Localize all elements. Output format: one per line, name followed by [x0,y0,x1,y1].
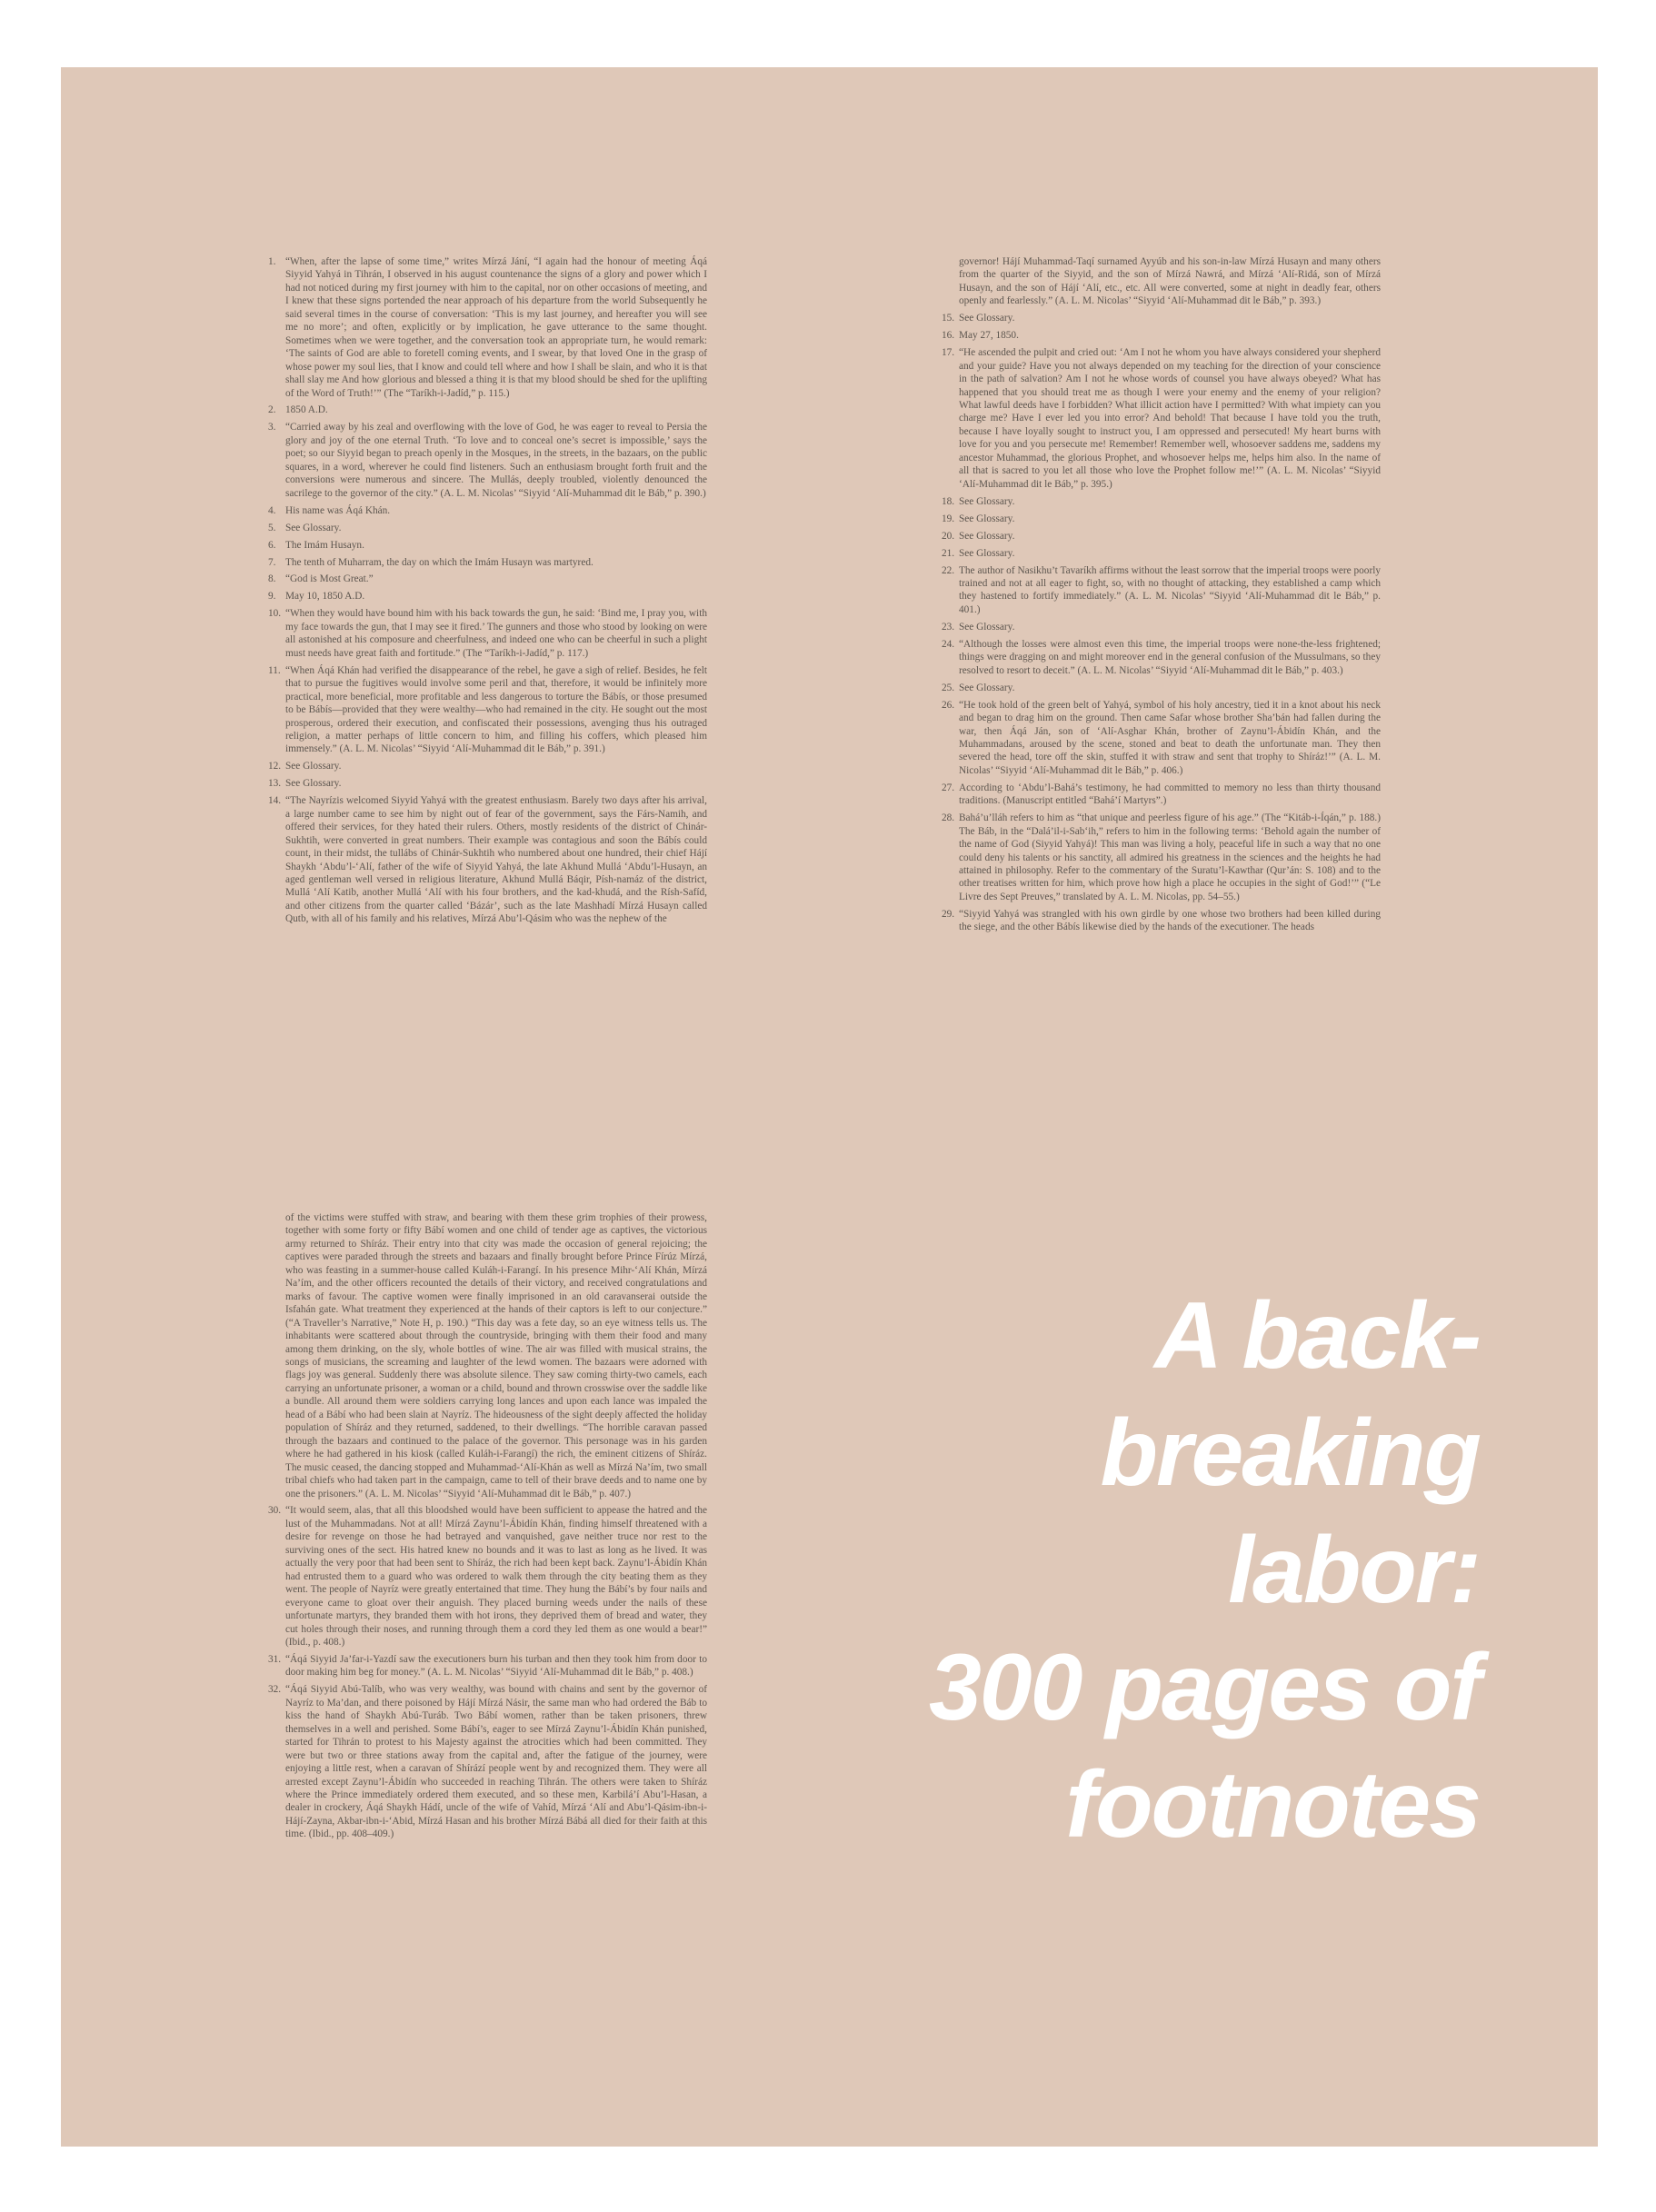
footnote-number: 27. [942,782,955,793]
footnote-item [268,760,707,772]
footnote-text: His name was Áqá Khán. [285,504,391,516]
footnote-number: 32. [268,1684,282,1696]
footnote-number: 11. [268,664,281,676]
footnote-item [942,638,1381,677]
footnote-text: “When, after the lapse of some time,” writes Mírzá Jání, “I again had the honour of meeting Áqá Siyyid Yahyá in Tihrán, I observed in his august countenance the signs of a glory and power which I had not noticed during my first journey with him to the capital, nor on other occasions of meeting, and I knew that these signs portended the near approach of his departure from the world Subsequently he said several times in the course of conversation: ‘This is my last journey, and hereafter you will see me no more’; and often, explicitly or by implication, he gave utterance to the same thought. Sometimes when we were together, and the conversation took an appropriate turn, he would remark: ‘The saints of God are able to foretell coming events, and I swear, by that loved One in the grasp of whose power my soul lies, that I know and could tell where and how I shall be slain, and who it is that shall slay me And how glorious and blessed a thing it is that my blood should be shed for the uplifting of the Word of Truth!’” (The “Taríkh-i-Jadíd,” p. 115.) [285,256,707,399]
footnote-item [268,573,707,585]
footnote-text: “Carried away by his zeal and overflowing with the love of God, he was eager to reveal to Persia the glory and joy of the one eternal Truth. ‘To love and to conceal one’s secret is impossible,’ says the poet; so our Siyyid began to preach openly in the Mosques, in the streets, in the bazaars, on the public squares, in a word, wherever he could find listeners. Such an enthusiasm brought forth fruit and the conversions were numerous and sincere. The Mullás, deeply troubled, violently denounced the sacrilege to the governor of the city.” (A. L. M. Nicolas’ “Siyyid ‘Alí-Muhammad dit le Báb,” p. 390.) [285,422,707,499]
footnote-item [942,699,1381,778]
footnote-text: “It would seem, alas, that all this bloodshed would have been sufficient to appease the hatred and the lust of the Muhammadans. Not at all! Mírzá Zaynu’l-Ábidín Khán, finding himself threatened with a desire for revenge on those he had betrayed and vanquished, gave neither truce nor rest to the surviving ones of the sect. His hatred knew no bounds and it was to last as long as he lived. It was actually the very poor that had been sent to Shíráz, the rich had been kept back. Zaynu’l-Ábidín Khán had entrusted them to a guard who was ordered to walk them through the city beating them as they went. The people of Nayríz were greatly entertained that time. They hung the Bábí’s by four nails and everyone came to gloat over their anguish. They placed burning weeds under the nails of these unfortunate martyrs, they branded them with hot irons, they deprived them of bread and water, they cut holes through their noses, and running through them a cord they led them as one would a bear!” (Ibid., p. 408.) [285,1505,707,1648]
footnote-number: 13. [268,778,282,790]
footnote-number: 10. [268,608,282,620]
footnote-number: 22. [942,564,955,576]
display-quote-line: 300 pages of [928,1635,1480,1740]
footnote-number: 17. [942,347,955,359]
footnote-text: See Glossary. [285,761,342,772]
footnote-number: 18. [942,495,955,507]
footnote-number: 21. [942,547,955,559]
footnote-number: 30. [268,1505,282,1517]
footnote-text: “When Áqá Khán had verified the disappearance of the rebel, he gave a sigh of relief. Besides, he felt that to pursue the fugitives would involve some peril and that, therefore, it would be infinitely more practical, more beneficial, more profitable and less dangerous to torture the Bábís, or those presumed to be Bábís—provided that they were wealthy—who had remained in the city. He sought out the most prosperous, ordered their execution, and confiscated their possessions, avenging thus his outraged religion, a matter perhaps of little concern to him, and filling his coffers, which pleased him immensely.” (A. L. M. Nicolas’ “Siyyid ‘Alí-Muhammad dit le Báb,” p. 391.) [285,664,707,755]
footnote-text: “Áqá Siyyid Ja’far-i-Yazdí saw the executioners burn his turban and then they took him from door to door making him beg for money.” (A. L. M. Nicolas’ “Siyyid ‘Alí-Muhammad dit le Báb,” p. 408.) [285,1653,707,1679]
footnote-text: “When they would have bound him with his back towards the gun, he said: ‘Bind me, I pray you, with my face towards the gun, that I may see it fired.’ The gunners and those who stood by looking on were all astonished at his composure and cheerfulness, and indeed one who can be cheerful in such a plight must needs have great faith and fortitude.” (The “Taríkh-i-Jadíd,” p. 117.) [285,608,707,659]
footnote-item [268,522,707,534]
footnote-text: “He took hold of the green belt of Yahyá, symbol of his holy ancestry, tied it in a knot about his neck and began to drag him on the ground. Then came Safar whose brother Sha’bán had fallen during the war, then Áqá Ján, son of ‘Alí-Asghar Khán, brother of Zaynu’l-Ábidín Khán, and the Muhammadans, aroused by the scene, stoned and beat to death the unfortunate man. They then severed the head, tore off the skin, stuffed it with straw and sent that trophy to Shíráz!’” (A. L. M. Nicolas’ “Siyyid ‘Alí-Muhammad dit le Báb,” p. 406.) [959,699,1381,776]
footnote-number: 28. [942,812,955,824]
footnote-number: 8. [268,573,276,585]
footnote-number: 3. [268,422,276,433]
footnote-number: 14. [268,795,282,807]
footnote-item [942,329,1381,342]
footnote-text: Bahá’u’lláh refers to him as “that unique and peerless figure of his age.” (The “Kitáb-i-Íqán,” p. 188.) The Báb, in the “Dalá’il-i-Sab‘ih,” refers to him in the following terms: ‘Behold again the number of the name of God (Siyyid Yahyá)! This man was living a holy, peaceful life in such a way that no one could deny his talents or his sanctity, all admired his greatness in the sciences and the heights he had attained in philosophy. Refer to the commentary of the Suratu’l-Kawthar (Qur’án: S. 108) and to the other treatises written for him, which prove how high a place he occupies in the sight of God!’” (“Le Livre des Sept Preuves,” translated by A. L. M. Nicolas, pp. 54–55.) [959,812,1381,902]
footnote-number: 20. [942,530,955,542]
footnote-item [942,621,1381,633]
footnotes-column-top-right [942,255,1381,938]
footnote-text: See Glossary. [285,778,342,790]
footnote-number: 23. [942,621,955,633]
footnote-text: “God is Most Great.” [285,573,374,585]
footnote-item [942,312,1381,324]
display-quote-line: breaking [1100,1400,1480,1506]
footnote-text: See Glossary. [959,547,1015,559]
footnote-text: See Glossary. [959,495,1015,507]
footnote-number: 1. [268,256,276,267]
footnote-item [942,495,1381,508]
footnote-item [268,404,707,416]
footnote-item [942,682,1381,694]
footnote-number: 12. [268,761,282,772]
footnote-item [268,1504,707,1649]
footnote-text: May 10, 1850 A.D. [285,591,365,603]
footnote-item [268,1211,707,1500]
footnote-number: 6. [268,539,276,551]
footnote-item [268,794,707,926]
footnote-item [942,812,1381,903]
footnote-text: “The Nayrízis welcomed Siyyid Yahyá with the greatest enthusiasm. Barely two days after his arrival, a large number came to see him by night out of fear of the government, says the Fárs-Namih, and offered their services, for they hated their rulers. Others, mostly residents of the district of Chinár-Sukhtih, were converted in great numbers. Their example was contagious and soon the Bábís could count, in their midst, the tullábs of Chinár-Sukhtih who numbered about one hundred, their chief Hájí Shaykh ‘Abdu’l-‘Alí, father of the wife of Siyyid Yahyá, the late Akhund Mullá ‘Abdu’l-Husayn, an aged gentleman well versed in religious literature, Akhund Mullá Báqir, Písh-namáz of the district, Mullá ‘Alí Katib, another Mullá ‘Alí with his four brothers, and the kad-khudá, and the Rísh-Safíd, and other citizens from the quarter called ‘Bázár’, such as the late Mashhadí Mírzá Husayn called Qutb, with all of his family and his relatives, Mírzá Abu’l-Qásim who was the nephew of the [285,795,707,925]
footnote-text: The tenth of Muharram, the day on which the Imám Husayn was martyred. [285,556,594,568]
footnote-text: “He ascended the pulpit and cried out: ‘Am I not he whom you have always considered your shepherd and your guide? Have you not always depended on my teaching for the direction of your conscience in the path of salvation? Am I not he whose words of counsel you have always obeyed? What has happened that you should treat me as though I were your enemy and the enemy of your religion? What lawful deeds have I forbidden? What illicit action have I permitted? With what impiety can you charge me? Have I ever led you into error? And behold! That because I have told you the truth, because I have loyally sought to instruct you, I am oppressed and persecuted! My heart burns with love for you and you persecute me! Remember! Remember well, whosoever saddens me, saddens my ancestor Muhammad, the glorious Prophet, and whosoever helps me, helps him also. In the name of all that is sacred to you let all those who love the Prophet follow me!’” (A. L. M. Nicolas’ “Siyyid ‘Alí-Muhammad dit le Báb,” p. 395.) [959,347,1381,490]
footnotes-column-bottom-left [268,1211,707,1845]
footnote-number: 16. [942,330,955,342]
footnote-number: 15. [942,313,955,324]
footnote-text: “Although the losses were almost even this time, the imperial troops were none-the-less frightened; things were dragging on and might moreover end in the general confusion of the Mussulmans, so they resolved to resort to deceit.” (A. L. M. Nicolas’ “Siyyid ‘Alí-Muhammad dit le Báb,” p. 403.) [959,638,1381,676]
footnote-number: 9. [268,591,276,603]
footnote-text: See Glossary. [959,530,1015,542]
footnote-text: 1850 A.D. [285,404,328,416]
footnote-item [268,664,707,756]
footnote-text: May 27, 1850. [959,330,1019,342]
footnote-number: 25. [942,682,955,693]
footnote-number: 4. [268,504,276,516]
footnotes-column-top-left [268,255,707,930]
footnote-text: The author of Nasikhu’t Tavaríkh affirms without the least sorrow that the imperial troops were poorly trained and not at all eager to fight, so, with no thought of attacking, they established a camp which they hastened to fortify immediately.” (A. L. M. Nicolas’ “Siyyid ‘Alí-Muhammad dit le Báb,” p. 401.) [959,564,1381,615]
footnote-number: 26. [942,699,955,711]
footnote-item [268,777,707,790]
footnote-text: governor! Hájí Muhammad-Taqí surnamed Ayyúb and his son-in-law Mírzá Husayn and many others from the quarter of the Siyyid, and the son of Mírzá Nawrá, and Mírzá ‘Alí-Ridá, son of Mírzá Husayn, and the son of Hájí ‘Alí, etc., etc. All were converted, some at night in deadly fear, others openly and fearlessly.” (A. L. M. Nicolas’ “Siyyid ‘Alí-Muhammad dit le Báb,” p. 393.) [959,256,1381,307]
footnote-number: 19. [942,513,955,524]
footnote-item [268,607,707,660]
footnote-number: 29. [942,908,955,920]
footnote-text: See Glossary. [959,313,1015,324]
footnote-item [268,255,707,400]
footnote-text: See Glossary. [959,621,1015,633]
footnote-item [942,782,1381,808]
footnote-text: See Glossary. [285,522,342,533]
footnote-item [942,513,1381,525]
footnote-item [942,547,1381,560]
footnote-number: 5. [268,522,276,533]
display-quote [929,1278,1480,1864]
footnote-text: “Siyyid Yahyá was strangled with his own girdle by one whose two brothers had been killed during the siege, and the other Bábís likewise died by the hands of the executioner. The heads [959,908,1381,933]
display-quote-line: labor: [1228,1518,1480,1623]
footnote-item [942,530,1381,543]
footnote-number: 7. [268,556,276,568]
display-quote-line: A back- [1154,1283,1480,1389]
footnote-number: 24. [942,638,955,650]
footnote-number: 2. [268,404,276,416]
footnote-item [942,255,1381,308]
footnote-text: According to ‘Abdu’l-Bahá’s testimony, he had committed to memory no less than thirty thousand traditions. (Manuscript entitled “Bahá’í Martyrs”.) [959,782,1381,807]
display-quote-line: footnotes [1065,1752,1480,1858]
footnote-item [268,539,707,552]
footnote-item [268,556,707,569]
footnote-item [268,590,707,603]
footnote-text: See Glossary. [959,682,1015,693]
footnote-item [268,1653,707,1679]
footnote-item [942,564,1381,617]
footnote-item [268,504,707,517]
footnote-text: See Glossary. [959,513,1015,524]
footnote-item [942,346,1381,491]
footnote-item [268,1683,707,1840]
footnote-text: “Áqá Siyyid Abú-Talíb, who was very wealthy, was bound with chains and sent by the governor of Nayríz to Ma’dan, and there poisoned by Hájí Mírzá Násir, the same man who had ordered the Báb to kiss the hand of Shaykh Abú-Turáb. Two Bábí women, rather than be taken prisoners, threw themselves in a well and perished. Some Bábí’s, eager to see Mírzá Zaynu’l-Ábidín Khán punished, started for Tihrán to protest to his Majesty against the atrocities which had been committed. They were but two or three stations away from the capital and, after the fatigue of the journey, were enjoying a little rest, when a caravan of Shírází people went by and recognized them. They were all arrested except Zaynu’l-Ábidín who succeeded in reaching Tihrán. The others were taken to Shíráz where the Prince immediately ordered them executed, and so these men, Karbilá’í Abu’l-Hasan, a dealer in crockery, Áqá Shaykh Hádí, uncle of the wife of Vahíd, Mírzá ‘Alí and Abu’l-Qásim-ibn-i-Hájí-Zayna, Akbar-ibn-i-‘Abid, Mírzá Hasan and his brother Mírzá Bábá all died for their faith at this time. (Ibid., pp. 408–409.) [285,1684,707,1840]
footnote-item [942,908,1381,934]
footnote-number: 31. [268,1653,282,1665]
footnote-text: The Imám Husayn. [285,539,364,551]
footnote-item [268,421,707,500]
footnote-text: of the victims were stuffed with straw, and bearing with them these grim trophies of their prowess, together with some forty or fifty Bábí women and one child of tender age as captives, the victorious army returned to Shíráz. Their entry into that city was made the occasion of general rejoicing; the captives were paraded through the streets and bazaars and finally brought before Prince Fírúz Mírzá, who was feasting in a summer-house called Kuláh-i-Farangí. In his presence Mihr-‘Alí Khán, Mírzá Na’ím, and the other officers recounted the details of their victory, and received congratulations and marks of favour. The captive women were finally imprisoned in an old caravanserai outside the Isfahán gate. What treatment they experienced at the hands of their captors is left to our conjecture.” (“A Traveller’s Narrative,” Note H, p. 190.) “This day was a fete day, so an eye witness tells us. The inhabitants were scattered about through the countryside, bringing with them their food and many among them drinking, on the sly, whole bottles of wine. The air was filled with musical strains, the songs of musicians, the screaming and laughter of the lewd women. The bazaars were adorned with flags joy was general. Suddenly there was absolute silence. They saw coming thirty-two camels, each carrying an unfortunate prisoner, a woman or a child, bound and thrown crosswise over the saddle like a bundle. All around them were soldiers carrying long lances and upon each lance was impaled the head of a Bábí who had been slain at Nayríz. The hideousness of the sight deeply affected the holiday population of Shíráz and they returned, saddened, to their dwellings. “The horrible caravan passed through the bazaars and continued to the palace of the governor. This personage was in his garden where he had gathered in his kiosk (called Kuláh-i-Farangí) the rich, the eminent citizens of Shíráz. The music ceased, the dancing stopped and Muhammad-‘Alí-Khán as well as Mírzá Na’ím, two small tribal chiefs who had taken part in the campaign, came to tell of their brave deeds and to name one by one the prisoners.” (A. L. M. Nicolas’ “Siyyid ‘Alí-Muhammad dit le Báb,” p. 407.) [285,1212,707,1500]
